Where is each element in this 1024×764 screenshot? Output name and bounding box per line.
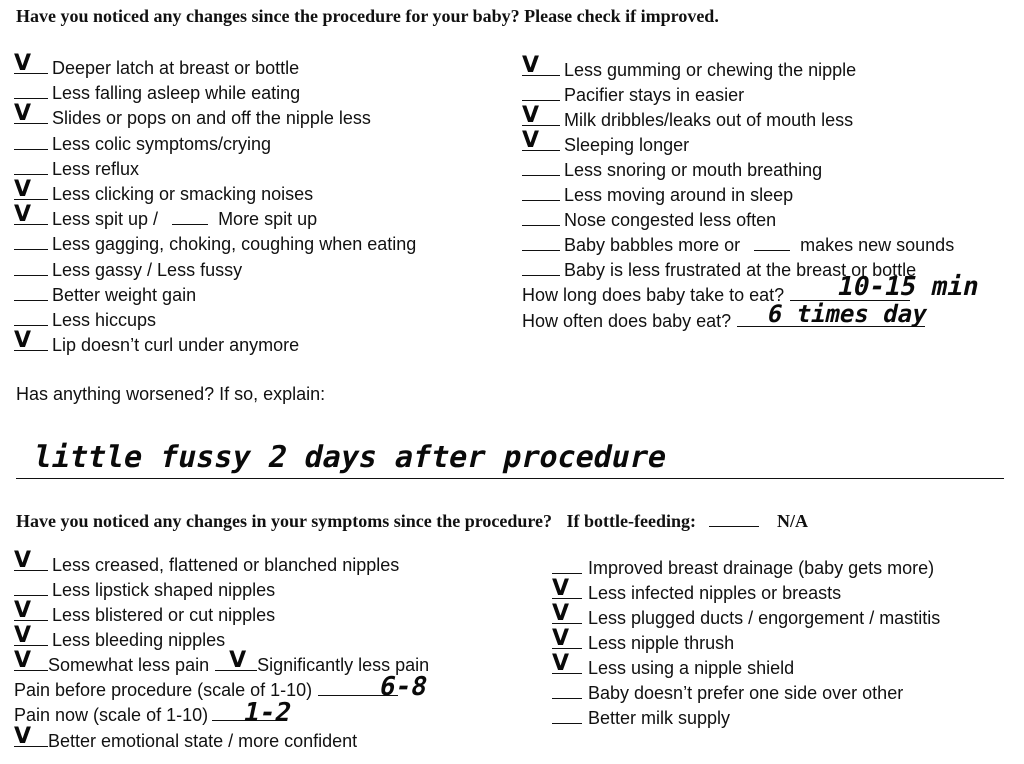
checkbox-blank[interactable] [522,207,560,226]
significantly-less-pain-label: Significantly less pain [257,655,430,675]
section1-title: Have you noticed any changes since the procedure for your baby? Please check if improved. [16,6,719,26]
checklist-item [522,103,854,131]
checklist-item-label: Less hiccups [52,310,157,330]
checklist-item [14,623,226,651]
checkbox-blank[interactable] [522,182,560,201]
check-mark-icon: V [229,648,247,673]
checklist-item [14,156,139,180]
checklist-item-extra-label: More spit up [218,209,318,230]
checklist-item-label: Less reflux [52,158,140,179]
check-mark-icon: V [552,576,570,601]
check-mark-icon: V [522,103,540,128]
checklist-item-label: Baby is less frustrated at the breast or bottle [564,260,917,280]
pain-now-label: Pain now (scale of 1-10) [14,705,209,725]
checkbox-blank[interactable] [14,131,48,150]
checkbox-blank[interactable] [522,82,560,101]
checklist-item-label: Lip doesn’t curl under anymore [52,335,300,356]
check-mark-icon: V [14,177,32,202]
checkbox-blank[interactable] [14,282,48,301]
pain-before-label: Pain before procedure (scale of 1-10) [14,680,313,700]
checklist-item-label: Baby babbles more or [564,235,741,255]
checkbox-blank[interactable] [14,257,48,276]
checkbox-blank[interactable] [552,680,582,699]
check-mark-icon: V [552,601,570,626]
pain-now-row [14,702,276,726]
worsened-label: Has anything worsened? If so, explain: [16,384,326,404]
checklist-item [14,328,300,356]
checklist-item-label: Slides or pops on and off the nipple less [52,108,371,129]
check-mark-icon: V [552,651,570,676]
checkbox-blank[interactable] [754,232,790,251]
checklist-item-label: Less spit up / [52,209,159,230]
significantly-less-pain-checkbox[interactable] [215,648,257,673]
checkbox-blank[interactable] [14,623,48,648]
checkbox-blank[interactable] [522,257,560,276]
pain-before-answer: 6-8 [376,672,431,702]
checklist-item-extra-label: makes new sounds [800,235,955,255]
checkbox-blank[interactable] [522,103,560,128]
checklist-item [14,257,242,281]
checkbox-blank[interactable] [522,53,560,78]
check-mark-icon: V [14,101,32,127]
checklist-item-label: Less colic symptoms/crying [52,133,272,154]
checklist-item-label: Pacifier stays in easier [564,85,745,105]
checklist-item-label: Less moving around in sleep [564,185,794,205]
check-mark-icon: V [522,53,540,78]
checkbox-blank[interactable] [552,705,582,724]
section2-title-row [16,508,808,532]
checklist-item [14,282,196,306]
checklist-item [14,202,318,230]
pain-now-answer: 1-2 [240,698,295,728]
check-mark-icon: V [14,623,32,648]
checkbox-blank[interactable] [14,598,48,623]
checklist-item [14,131,271,155]
checkbox-blank[interactable] [14,577,48,596]
checklist-item [522,182,793,206]
checklist-item-label: Less clicking or smacking noises [52,184,314,204]
checklist-item-label: Less snoring or mouth breathing [564,160,823,180]
pain-before-row [14,677,398,701]
check-mark-icon: V [552,626,570,651]
checklist-item [14,577,275,601]
checkbox-blank[interactable] [14,177,48,202]
checklist-item-label: Improved breast drainage (baby gets more) [588,558,935,578]
checklist-item [522,207,776,231]
checkbox-blank[interactable] [14,202,48,228]
checklist-item-label: Nose congested less often [564,210,777,230]
pain-relief-row [14,648,430,676]
checklist-item-label: Less gagging, choking, coughing when eating [52,234,417,255]
checkbox-blank[interactable] [14,231,48,250]
checkbox-blank[interactable] [552,555,582,574]
checklist-item-label: Less gumming or chewing the nipple [564,60,857,80]
checkbox-blank[interactable] [552,576,582,601]
checklist-item [552,555,934,579]
worsened-answer-line[interactable] [16,478,1004,479]
check-mark-icon: V [14,51,32,76]
check-mark-icon: V [14,548,32,573]
checklist-item [522,232,954,256]
checklist-item [14,598,276,626]
checkbox-blank[interactable] [14,80,48,99]
check-mark-icon: V [522,128,540,153]
checkbox-blank[interactable] [14,328,48,354]
checklist-item-label: Less gassy / Less fussy [52,259,243,280]
checkbox-blank[interactable] [522,128,560,153]
check-mark-icon: V [14,328,32,354]
checklist-item [522,82,744,106]
checklist-item-label: Less infected nipples or breasts [588,583,842,603]
checklist-item-label: Less using a nipple shield [588,658,795,678]
checklist-item-label: Less falling asleep while eating [52,83,301,104]
checkbox-blank[interactable] [522,232,560,251]
eat-frequency-label: How often does baby eat? [522,311,732,331]
checklist-item-label: Less creased, flattened or blanched nipples [52,555,400,575]
checkbox-blank[interactable] [552,626,582,651]
checklist-item [522,53,857,81]
eat-duration-label: How long does baby take to eat? [522,285,785,305]
emotional-state-checkbox[interactable] [14,724,48,749]
checkbox-blank[interactable] [14,307,48,326]
bottle-feeding-value: N/A [777,511,809,531]
emotional-state-row [14,724,358,752]
checklist-item [552,651,795,679]
checkbox-blank[interactable] [552,601,582,626]
checklist-item-label: Better weight gain [52,284,197,305]
checklist-item [14,231,416,255]
eat-frequency-answer: 6 times day [765,300,930,328]
checklist-item-label: Less bleeding nipples [52,630,226,650]
somewhat-less-pain-label: Somewhat less pain [48,655,210,675]
checklist-item [552,626,735,654]
check-mark-icon: V [14,598,32,623]
eat-duration-answer: 10-15 min [834,272,983,302]
checklist-item-label: Milk dribbles/leaks out of mouth less [564,110,854,130]
section2-title: Have you noticed any changes in your symptoms since the procedure? [16,511,553,531]
emotional-state-label: Better emotional state / more confident [48,731,358,751]
checklist-item [522,128,690,156]
check-mark-icon: V [14,202,32,228]
checkbox-blank[interactable] [522,157,560,176]
checklist-item-label: Sleeping longer [564,135,690,155]
checklist-item-label: Deeper latch at breast or bottle [52,58,300,78]
checkbox-blank[interactable] [172,206,208,225]
checkbox-blank[interactable] [14,156,48,175]
somewhat-less-pain-checkbox[interactable] [14,648,48,673]
checklist-item [552,601,941,629]
checklist-item [14,307,156,331]
bottle-feeding-field[interactable] [709,508,759,527]
bottle-feeding-label: If bottle-feeding: [566,511,697,531]
checklist-item [552,705,730,729]
checkbox-blank[interactable] [14,548,48,573]
checklist-item-label: Less nipple thrush [588,633,735,653]
checklist-item-label: Less plugged ducts / engorgement / mastitis [588,608,941,628]
checklist-item [14,51,300,79]
checkbox-blank[interactable] [14,101,48,127]
checklist-item-label: Better milk supply [588,708,731,728]
checklist-item [14,80,300,104]
checklist-item-label: Less lipstick shaped nipples [52,580,276,600]
checklist-item-label: Baby doesn’t prefer one side over other [588,683,904,703]
checklist-item [552,576,842,604]
checkbox-blank[interactable] [14,51,48,76]
checkbox-blank[interactable] [552,651,582,676]
checklist-item-label: Less blistered or cut nipples [52,605,276,625]
check-mark-icon: V [14,724,32,749]
checklist-item [14,101,371,129]
checklist-item [522,157,822,181]
checklist-item [552,680,903,704]
checklist-item [14,548,400,576]
check-mark-icon: V [14,648,32,673]
worsened-answer: little fussy 2 days after procedure [30,440,670,475]
checklist-item [14,177,314,205]
